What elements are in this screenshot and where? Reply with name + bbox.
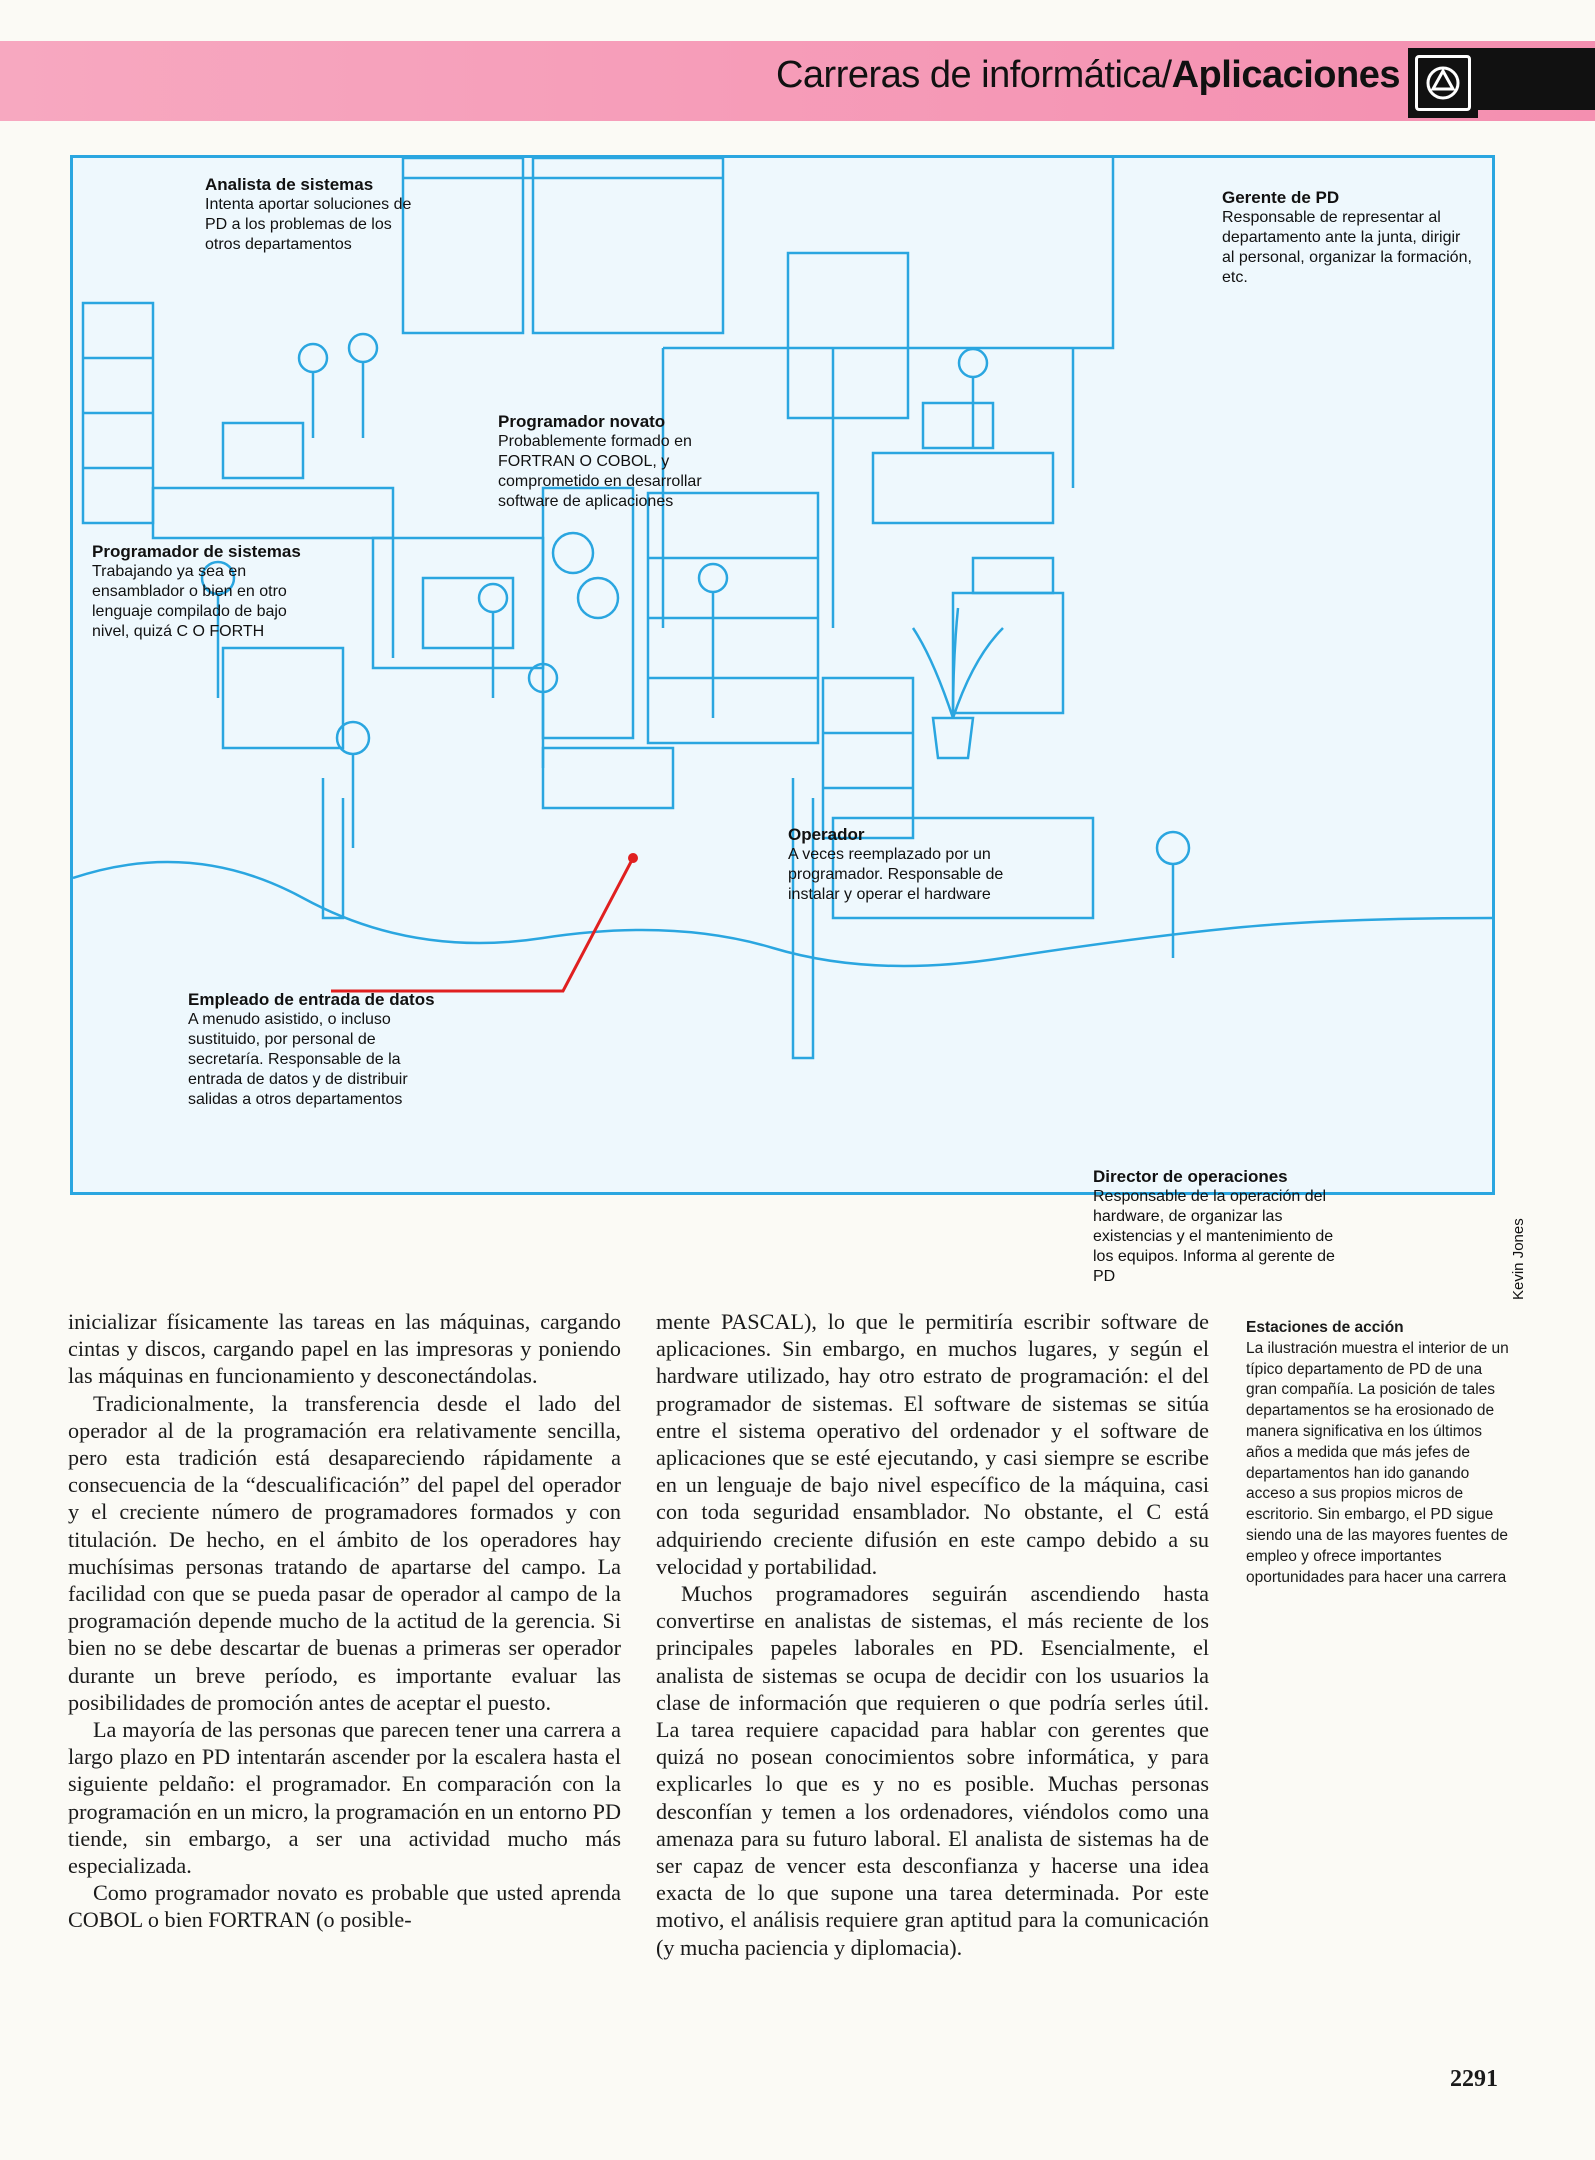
body-column-2 (656, 1308, 1209, 1961)
paragraph: mente PASCAL), lo que le permitiría escribir software de aplicaciones. Sin embargo, en muchos lugares, y según el hardware utilizado, hay otro estrato de programación: el del programador de sistemas. El software de sistemas se sitúa entre el sistema operativo del ordenador y el software de aplicaciones que se esté ejecutando, y casi siempre se escribe en un lenguaje de bajo nivel específico de la máquina, casi con toda seguridad ensamblador. No obstante, el C está adquiriendo creciente difusión en este campo debido a su velocidad y portabilidad. (656, 1309, 1209, 1579)
caption-title: Estaciones de acción (1246, 1319, 1404, 1336)
label-director-de-operaciones: Director de operaciones Responsable de la operación del hardware, de organizar las existencias y el mantenimiento de los equipos. Informa al gerente de PD (1093, 1167, 1335, 1285)
paragraph: La mayoría de las personas que parecen tener una carrera a largo plazo en PD intentarán ascender por la escalera hasta el siguiente peldaño: el programador. En comparación con la programación en un micro, la programación en un entorno PD tiende, sin embargo, a ser una actividad mucho más especializada. (68, 1717, 621, 1879)
paragraph: inicializar físicamente las tareas en las máquinas, cargando cintas y discos, cargando papel en las impresoras y poniendo las máquinas en funcionamiento y desconectándolas. (68, 1309, 621, 1389)
section-title: Carreras de informática/Aplicaciones (775, 54, 1400, 96)
label-programador-de-sistemas: Programador de sistemas Trabajando ya sea en ensamblador o bien en otro lenguaje compilado de bajo nivel, quizá C O FORTH (92, 542, 301, 640)
paragraph: Como programador novato es probable que usted aprenda COBOL o bien FORTRAN (o posible- (68, 1880, 621, 1933)
label-empleado-de-entrada-de-datos: Empleado de entrada de datos A menudo asistido, o incluso sustituido, por personal de secretaría. Responsable de la entrada de datos y de distribuir salidas a otros departamentos (188, 990, 435, 1108)
series-emblem-icon (1408, 48, 1478, 118)
paragraph: Muchos programadores seguirán ascendiendo hasta convertirse en analistas de sistemas, el más reciente de los principales papeles laborales en PD. Esencialmente, el analista de sistemas se ocupa de decidir con los usuarios la clase de información que requieren o que podría serles útil. La tarea requiere capacidad para hablar con gerentes que quizá no posean conocimientos sobre informática, y para explicarles lo que es y no es posible. Muchas personas desconfían y temen a los ordenadores, viéndolos como una amenaza para su futuro laboral. El analista de sistemas ha de ser capaz de vencer esta desconfianza y hacerse una idea exacta de lo que supone una tarea determinada. Por este motivo, el análisis requiere gran aptitud para la comunicación (y mucha paciencia y diplomacia). (656, 1581, 1209, 1960)
body-column-1 (68, 1308, 621, 1934)
header-tab (1478, 48, 1595, 110)
illustration-caption (1246, 1318, 1516, 1588)
page-number: 2291 (1450, 2066, 1498, 2092)
label-operador: Operador A veces reemplazado por un programador. Responsable de instalar y operar el hardware (788, 825, 1004, 903)
illustration-credit: Kevin Jones (1510, 1218, 1527, 1300)
caption-text: La ilustración muestra el interior de un típico departamento de PD de una gran compañía. La posición de tales departamentos se ha erosionado de manera significativa en los últimos años a medida que más jefes de departamentos han ido ganando acceso a sus propios micros de escritorio. Sin embargo, el PD sigue siendo una de las mayores fuentes de empleo y ofrece importantes oportunidades para hacer una carrera (1246, 1339, 1509, 1586)
label-gerente-de-pd: Gerente de PD Responsable de representar al departamento ante la junta, dirigir al personal, organizar la formación, etc. (1222, 188, 1472, 286)
label-programador-novato: Programador novato Probablemente formado en FORTRAN O COBOL, y comprometido en desarrollar software de aplicaciones (498, 412, 702, 510)
paragraph: Tradicionalmente, la transferencia desde el lado del operador al de la programación era relativamente sencilla, pero esta tradición está desapareciendo rápidamente a consecuencia de la “descualificación” del papel del operador y el creciente número de programadores formados y con titulación. De hecho, en el ámbito de los operadores hay muchísimas personas tratando de apartarse del campo. La facilidad con que se pueda pasar de operador al campo de la programación depende mucho de la actitud de la gerencia. Si bien no se debe descartar de buenas a primeras ser operador durante un breve período, es importante evaluar las posibilidades de promoción antes de aceptar el puesto. (68, 1390, 621, 1715)
label-analista-de-sistemas: Analista de sistemas Intenta aportar soluciones de PD a los problemas de los otros departamentos (205, 175, 412, 253)
